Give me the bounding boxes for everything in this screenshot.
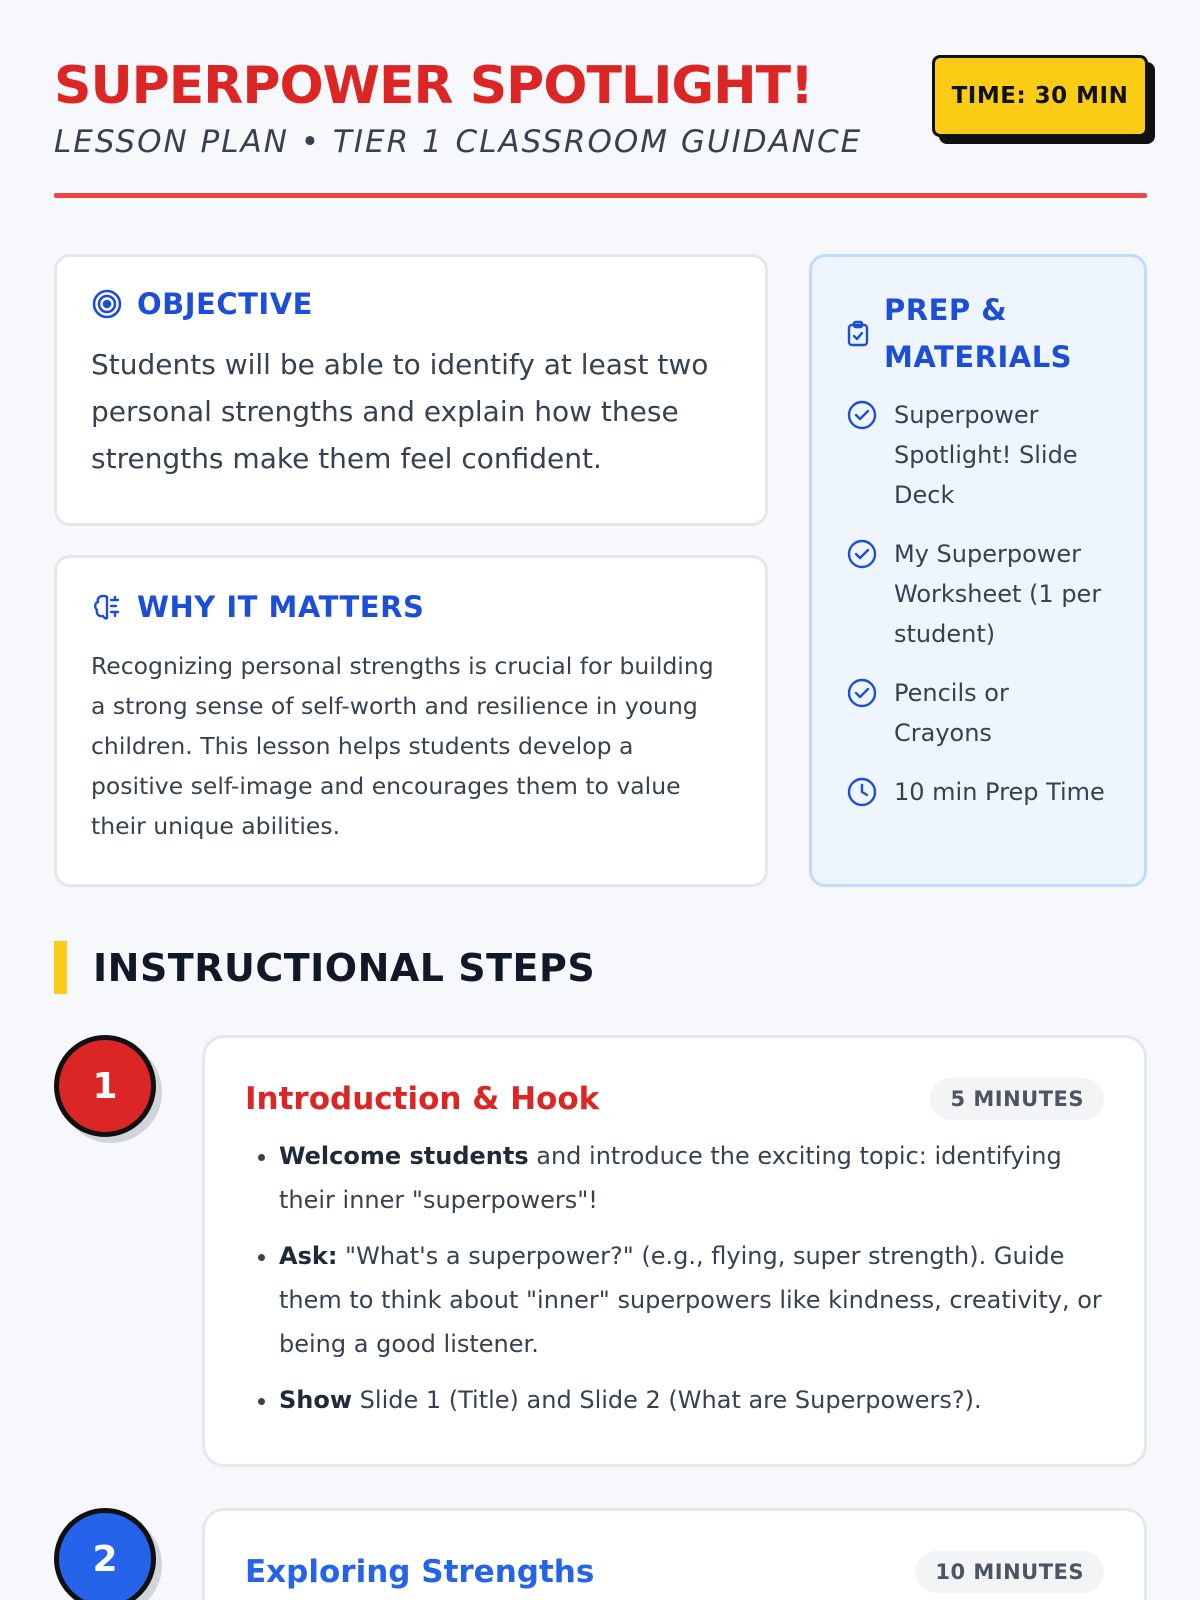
- instructional-steps-heading: [54, 941, 595, 994]
- time-badge: TIME: 30 MIN: [932, 55, 1148, 137]
- bullet-lead: Welcome students: [279, 1142, 529, 1170]
- bullet-text: Slide 1 (Title) and Slide 2 (What are Superpowers?).: [352, 1386, 982, 1414]
- target-icon: [91, 288, 123, 320]
- objective-card: [54, 254, 768, 526]
- material-label: My Superpower Worksheet (1 per student): [894, 540, 1102, 648]
- clock-icon: [846, 776, 878, 808]
- bullet-lead: Show: [279, 1386, 353, 1414]
- objective-text: Students will be able to identify at least two personal strengths and explain how these strengths make them feel confident.: [91, 348, 709, 475]
- material-label: Superpower Spotlight! Slide Deck: [894, 401, 1078, 509]
- objective-title: OBJECTIVE: [137, 287, 313, 321]
- page-subtitle: LESSON PLAN • TIER 1 CLASSROOM GUIDANCE: [54, 124, 863, 160]
- step-number-badge: 2: [54, 1508, 156, 1600]
- page-title: SUPERPOWER SPOTLIGHT!: [54, 56, 813, 116]
- step-title: Introduction & Hook: [245, 1081, 600, 1117]
- list-item: [846, 534, 1112, 654]
- why-text: Recognizing personal strengths is crucial for building a strong sense of self-worth and resilience in young children. This lesson helps students develop a positive self-image and encourages them to value their unique abilities.: [91, 652, 714, 840]
- header: [54, 50, 1148, 162]
- prep-materials-card: [809, 254, 1147, 887]
- section-accent-bar: [54, 941, 67, 994]
- clipboard-check-icon: [846, 318, 870, 350]
- check-circle-icon: [846, 677, 878, 709]
- list-item: [846, 395, 1112, 515]
- brain-icon: [91, 591, 123, 623]
- list-item: [279, 1234, 1104, 1366]
- duration-badge: 10 MINUTES: [915, 1551, 1104, 1593]
- section-title: INSTRUCTIONAL STEPS: [93, 945, 596, 990]
- check-circle-icon: [846, 399, 878, 431]
- list-item: [846, 673, 1112, 753]
- step-card: [202, 1508, 1147, 1600]
- step-bullets: [245, 1134, 1104, 1422]
- step-title: Exploring Strengths: [245, 1554, 595, 1590]
- duration-badge: 5 MINUTES: [930, 1078, 1104, 1120]
- prep-title: PREP & MATERIALS: [884, 293, 1073, 374]
- list-item: [279, 1378, 1104, 1422]
- list-item: [279, 1134, 1104, 1222]
- header-divider: [54, 193, 1147, 198]
- why-it-matters-card: [54, 555, 768, 887]
- list-item: [846, 772, 1112, 812]
- bullet-text: "What's a superpower?" (e.g., flying, super strength). Guide them to think about "inner" superpowers like kindness, creativity, or being a good listener.: [279, 1242, 1102, 1358]
- bullet-lead: Ask:: [279, 1242, 338, 1270]
- material-label: 10 min Prep Time: [894, 778, 1105, 806]
- materials-list: [846, 395, 1112, 812]
- why-title: WHY IT MATTERS: [137, 590, 425, 624]
- step-card: [202, 1035, 1147, 1467]
- check-circle-icon: [846, 538, 878, 570]
- bullet-text: and introduce the exciting topic: identifying their inner "superpowers"!: [279, 1142, 1062, 1214]
- step-number-badge: 1: [54, 1035, 156, 1137]
- material-label: Pencils or Crayons: [894, 679, 1009, 747]
